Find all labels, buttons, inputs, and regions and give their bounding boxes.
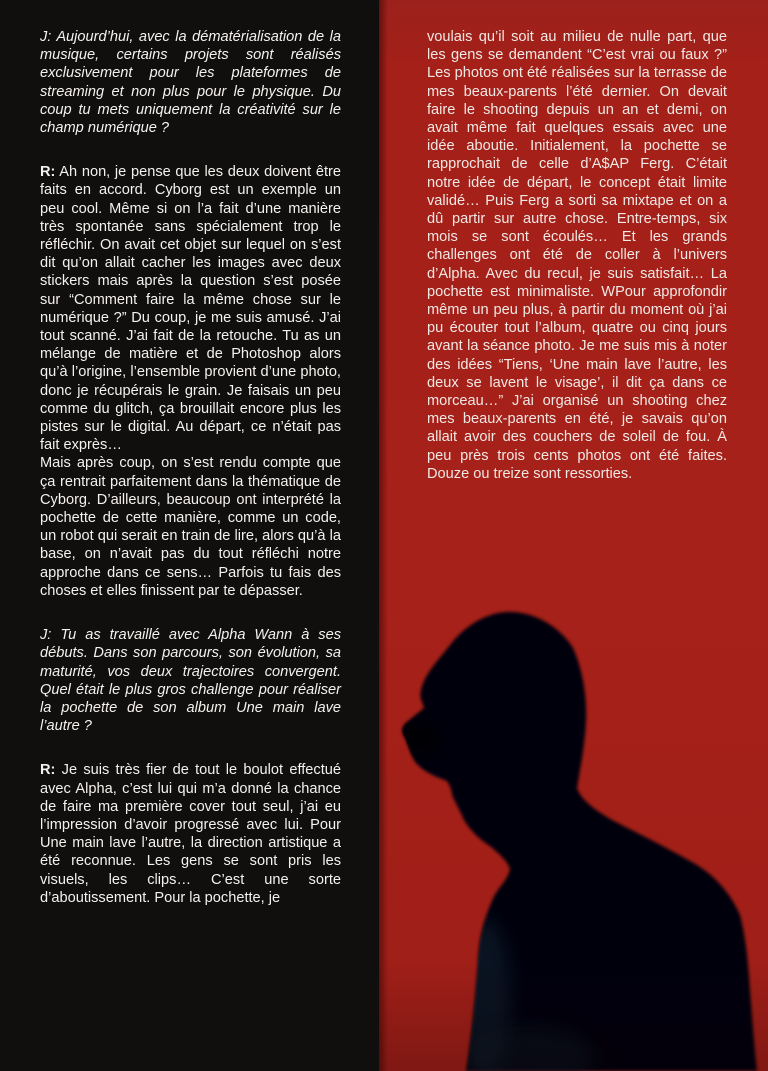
right-photo-column bbox=[379, 0, 768, 1071]
interview-answer-1-continued bbox=[40, 454, 341, 600]
man-profile-silhouette bbox=[379, 600, 768, 1071]
answer-prefix: R: bbox=[40, 164, 56, 181]
answer-text: Je suis très fier de tout le boulot effectué avec Alpha, c’est lui qui m’a donné la chance de faire ma première cover tout seul, j’ai eu l’impression d’avoir progressé avec lui. Pour Une main lave l’autre, la direction artistique a été reconnue. Les gens se sont pris les visuels, les clips… C’est une sorte d’aboutissement. Pour la pochette, je bbox=[40, 762, 342, 906]
interview-answer-2-continuation bbox=[427, 28, 727, 483]
interview-question-1 bbox=[40, 28, 341, 137]
question-text: Aujourd’hui, avec la dématérialisation de la musique, certains projets sont réalisés exclusivement pour les plateformes de streaming et non plus pour le physique. Du coup tu mets uniquement la créativité sur le champ numérique ? bbox=[40, 29, 341, 137]
answer-text: Mais après coup, on s’est rendu compte que ça rentrait parfaitement dans la thématique de Cyborg. D’ailleurs, beaucoup ont interprété la pochette de cette manière, comme un code, un robot qui serait en train de lire, alors qu’à la base, on n’avait pas du tout réfléchi notre approche dans ce sens… Parfois tu fais des choses et elles finissent par te dépasser. bbox=[40, 455, 341, 599]
interview-answer-2 bbox=[40, 761, 341, 907]
answer-text: Ah non, je pense que les deux doivent être faits en accord. Cyborg est un exemple un peu cool. Même si on l’a fait d’une manière très spontanée sans spécialement trop le réfléchir. On avait cet objet sur lequel on s’est dit qu’on allait cacher les images avec deux stickers mais après la question s’est posée sur “Comment faire la même chose sur le numérique ?” Du coup, je me suis amusé. J’ai tout scanné. J’ai fait de la retouche. Tu as un mélange de matière et de Photoshop alors qu’à l’origine, l’ensemble provient d’une photo, donc je récupérais le grain. Je faisais un peu comme du glitch, ça brouillait encore plus les pistes sur le digital. Au départ, ce n’était pas fait exprès… bbox=[40, 164, 342, 454]
silhouette-shape bbox=[402, 612, 757, 1071]
question-text: Tu as travaillé avec Alpha Wann à ses débuts. Dans son parcours, son évolution, sa maturité, vos deux trajectoires convergent. Quel était le plus gros challenge pour réaliser la pochette de son album Une main lave l’autre ? bbox=[40, 627, 341, 735]
left-column-text bbox=[40, 28, 341, 907]
interview-question-2 bbox=[40, 626, 341, 735]
interview-answer-1 bbox=[40, 163, 341, 454]
question-prefix: J: bbox=[40, 29, 52, 45]
sunglasses-lens bbox=[397, 724, 441, 752]
right-column-text bbox=[427, 28, 727, 483]
answer-prefix: R: bbox=[40, 762, 56, 779]
answer-text: voulais qu’il soit au milieu de nulle part, que les gens se demandent “C’est vrai ou faux ?” Les photos ont été réalisées sur la terrasse de mes beaux-parents l’été dernier. On devait faire le shooting depuis un an et demi, on avait même fait quelques essais avec une idée aboutie. Initialement, la pochette se rapprochait de celle d’A$AP Ferg. C’était notre idée de départ, le concept était limite validé… Puis Ferg a sorti sa mixtape et on a dû partir sur autre chose. Entre-temps, six mois se sont écoulés… Et les grands challenges ont été de coller à l’univers d’Alpha. Avec du recul, je suis satisfait… La pochette est minimaliste. WPour approfondir même un peu plus, à partir du moment où j’ai pu écouter tout l’album, quatre ou cinq jours avant la séance photo. Je me suis mis à noter des idées “Tiens, ‘Une main lave l’autre, les deux se lavent le visage’, il dit ça dans ce morceau…” J’ai organisé un shooting chez mes beaux-parents en été, je savais qu’on allait avoir des couchers de soleil de fou. À peu près trois cents photos ont été faites. Douze ou treize sont ressorties. bbox=[427, 29, 727, 482]
question-prefix: J: bbox=[40, 627, 52, 644]
left-text-column bbox=[0, 0, 379, 1071]
